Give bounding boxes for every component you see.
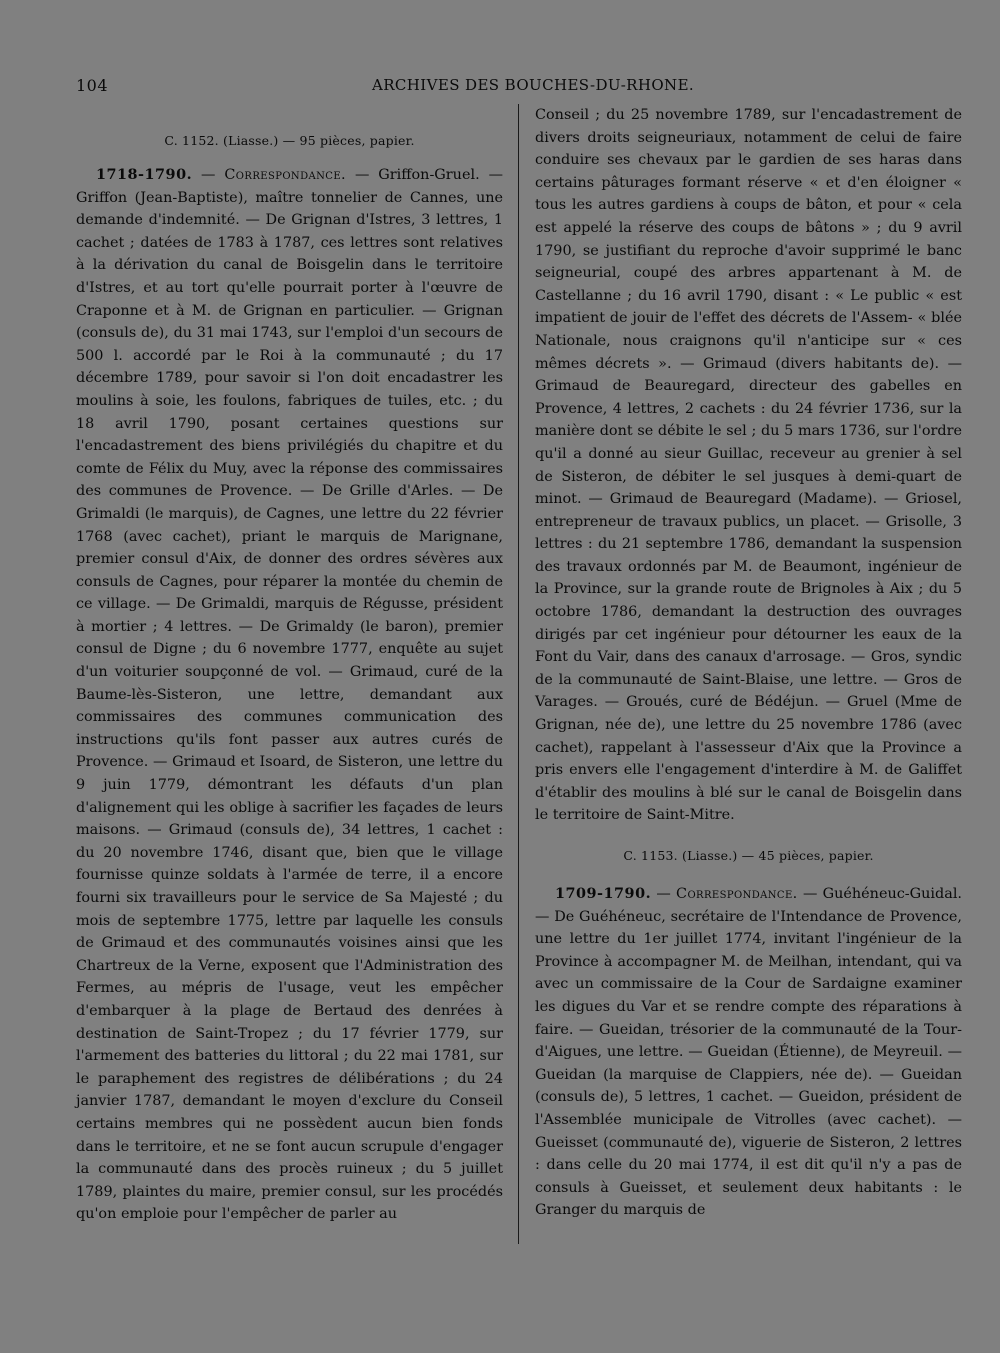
entry-body: 1709-1790. — Correspondance. — Guéhéneuc-Guidal. — De Guéhéneuc, secrétaire de l'Intendance de Provence, une lettre du 1er juillet 1774, invitant l'ingénieur de la Province à accompagner M. de Meilhan, intendant, qui va avec un commissaire de la Cour de Sardaigne examiner les digues du Var et se rendre compte des réparations à faire. — Gueidan, trésorier de la communauté de la Tour-d'Aigues, une lettre. — Gueidan (Étienne), de Meyreuil. — Gueidan (la marquise de Clappiers, née de). — Gueidan (consuls de), 5 lettres, 1 cachet. — Gueidon, président de l'Assemblée municipale de Vitrolles (avec cachet). — Gueisset (communauté de), viguerie de Sisteron, 2 lettres : dans celle du 20 mai 1774, il est dit qu'il n'y a pas de consuls à Gueisset, et seulement deux habitants : le Granger du marquis de bbox=[535, 885, 962, 1219]
entry-dates: 1718-1790. bbox=[96, 166, 193, 183]
entry-dates: 1709-1790. bbox=[555, 885, 652, 902]
running-head: ARCHIVES DES BOUCHES-DU-RHONE. bbox=[372, 76, 695, 94]
page-number: 104 bbox=[76, 76, 109, 95]
entry-body: 1718-1790. — Correspondance. — Griffon-Gruel. — Griffon (Jean-Baptiste), maître tonnelier de Cannes, une demande d'indemnité. — De Grignan d'Istres, 3 lettres, 1 cachet ; datées de 1783 à 1787, ces lettres sont relatives à la dérivation du canal de Boisgelin dans le territoire d'Istres, et au tort qu'elle pourrait porter à l'œuvre de Craponne et à M. de Grignan en particulier. — Grignan (consuls de), du 31 mai 1743, sur l'emploi d'un secours de 500 l. accordé par le Roi à la communauté ; du 17 décembre 1789, pour savoir si l'on doit encadastrer les moulins à soie, les foulons, fabriques de tuiles, etc. ; du 18 avril 1790, posant certaines questions sur l'encadastrement des biens privilégiés du chapitre et du comte de Félix du Muy, avec la réponse des commissaires des communes de Provence. — De Grille d'Arles. — De Grimaldi (le marquis), de Cagnes, une lettre du 22 février 1768 (avec cachet), priant le marquis de Marignane, premier consul d'Aix, de donner des ordres sévères aux consuls de Cagnes, pour réparer la montée du chemin de ce village. — De Grimaldi, marquis de Régusse, président à mortier ; 4 lettres. — De Grimaldy (le baron), premier consul de Digne ; du 6 novembre 1777, enquête au sujet d'un voiturier soupçonné de vol. — Grimaud, curé de la Baume-lès-Sisteron, une lettre, demandant aux commissaires des communes communication des instructions qu'ils font passer aux autres curés de Provence. — Grimaud et Isoard, de Sisteron, une lettre du 9 juin 1779, démontrant les défauts d'un plan d'alignement qui les oblige à sacrifier les façades de leurs maisons. — Grimaud (consuls de), 34 lettres, 1 cachet : du 20 novembre 1746, disant que, bien que le village fournisse quinze soldats à l'armée de terre, il a encore fourni six travailleurs pour le service de Sa Majesté ; du mois de septembre 1775, lettre par laquelle les consuls de Grimaud et des communautés voisines ainsi que les Chartreux de la Verne, exposent que l'Administration des Fermes, au mépris de l'usage, veut les empêcher d'embarquer à la plage de Bertaud des denrées à destination de Saint-Tropez ; du 17 février 1779, sur l'armement des batteries du littoral ; du 22 mai 1781, sur le paraphement des registres de délibérations ; du 24 janvier 1787, demandant le moyen d'exclure du Conseil certains membres qui ne possèdent aucun bien fonds dans le territoire, et ne se font aucun scrupule d'engager la communauté dans des procès ruineux ; du 5 juillet 1789, plaintes du maire, premier consul, sur les procédés qu'on emploie pour l'empêcher de parler au bbox=[76, 166, 503, 1223]
column-divider bbox=[518, 104, 519, 1244]
entry-text: — Griffon-Gruel. — Griffon (Jean-Baptiste), maître tonnelier de Cannes, une demande d'indemnité. — De Grignan d'Istres, 3 lettres, 1 cachet ; datées de 1783 à 1787, ces lettres sont relatives à la dérivation du canal de Boisgelin dans le territoire d'Istres, et au tort qu'elle pourrait porter à l'œuvre de Craponne et à M. de Grignan en particulier. — Grignan (consuls de), du 31 mai 1743, sur l'emploi d'un secours de 500 l. accordé par le Roi à la communauté ; du 17 décembre 1789, pour savoir si l'on doit encadastrer les moulins à soie, les foulons, fabriques de tuiles, etc. ; du 18 avril 1790, posant certaines questions sur l'encadastrement des biens privilégiés du chapitre et du comte de Félix du Muy, avec la réponse des commissaires des communes de Provence. — De Grille d'Arles. — De Grimaldi (le marquis), de Cagnes, une lettre du 22 février 1768 (avec cachet), priant le marquis de Marignane, premier consul d'Aix, de donner des ordres sévères aux consuls de Cagnes, pour réparer la montée du chemin de ce village. — De Grimaldi, marquis de Régusse, président à mortier ; 4 lettres. — De Grimaldy (le baron), premier consul de Digne ; du 6 novembre 1777, enquête au sujet d'un voiturier soupçonné de vol. — Grimaud, curé de la Baume-lès-Sisteron, une lettre, demandant aux commissaires des communes communication des instructions qu'ils font passer aux autres curés de Provence. — Grimaud et Isoard, de Sisteron, une lettre du 9 juin 1779, démontrant les défauts d'un plan d'alignement qui les oblige à sacrifier les façades de leurs maisons. — Grimaud (consuls de), 34 lettres, 1 cachet : du 20 novembre 1746, disant que, bien que le village fournisse quinze soldats à l'armée de terre, il a encore fourni six travailleurs pour le service de Sa Majesté ; du mois de septembre 1775, lettre par laquelle les consuls de Grimaud et des communautés voisines ainsi que les Chartreux de la Verne, exposent que l'Administration des Fermes, au mépris de l'usage, veut les empêcher d'embarquer à la plage de Bertaud des denrées à destination de Saint-Tropez ; du 17 février 1779, sur l'armement des batteries du littoral ; du 22 mai 1781, sur le paraphement des registres de délibérations ; du 24 janvier 1787, demandant le moyen d'exclure du Conseil certains membres qui ne possèdent aucun bien fonds dans le territoire, et ne se font aucun scrupule d'engager la communauté dans des procès ruineux ; du 5 juillet 1789, plaintes du maire, premier consul, sur les procédés qu'on emploie pour l'empêcher de parler au bbox=[76, 167, 503, 1223]
right-column bbox=[535, 104, 962, 1222]
entry-heading: Correspondance. bbox=[224, 167, 347, 183]
entry-heading: Correspondance. bbox=[676, 886, 798, 902]
entry-text: — Guéhéneuc-Guidal. — De Guéhéneuc, secrétaire de l'Intendance de Provence, une lettre du 1er juillet 1774, invitant l'ingénieur de la Province à accompagner M. de Meilhan, intendant, qui va avec un commissaire de la Cour de Sardaigne examiner les digues du Var et se rendre compte des réparations à faire. — Gueidan, trésorier de la communauté de la Tour-d'Aigues, une lettre. — Gueidan (Étienne), de Meyreuil. — Gueidan (la marquise de Clappiers, née de). — Gueidan (consuls de), 5 lettres, 1 cachet. — Gueidon, président de l'Assemblée municipale de Vitrolles (avec cachet). — Gueisset (communauté de), viguerie de Sisteron, 2 lettres : dans celle du 20 mai 1774, il est dit qu'il n'y a pas de consuls à Gueisset, et seulement deux habitants : le Granger du marquis de bbox=[535, 886, 962, 1219]
entry-reference: C. 1152. (Liasse.) — 95 pièces, papier. bbox=[164, 133, 415, 148]
entry-reference: C. 1153. (Liasse.) — 45 pièces, papier. bbox=[623, 848, 874, 863]
left-column bbox=[76, 104, 503, 1226]
continuation-text: Conseil ; du 25 novembre 1789, sur l'encadastrement de divers droits seigneuriaux, notamment de celui de faire conduire ses chevaux par le gardien de ses haras dans certains pâturages formant réserve « et d'en éloigner « tous les autres gardiens à coups de bâton, et pour « cela est appelé la réserve des coups de bâtons » ; du 9 avril 1790, se justifiant du reproche d'avoir supprimé le banc seigneurial, coupé des arbres appartenant à M. de Castellanne ; du 16 avril 1790, disant : « Le public « est impatient de jouir de l'effet des décrets de l'Assem- « blée Nationale, nous craignons qu'il n'anticipe sur « ces mêmes décrets ». — Grimaud (divers habitants de). — Grimaud de Beauregard, directeur des gabelles en Provence, 4 lettres, 2 cachets : du 24 février 1736, sur la manière dont se débite le sel ; du 5 mars 1736, sur l'ordre qu'il a donné au sieur Guillac, receveur au grenier à sel de Sisteron, de débiter le sel jusques à demi-quart de minot. — Grimaud de Beauregard (Madame). — Griosel, entrepreneur de travaux publics, un placet. — Grisolle, 3 lettres : du 21 septembre 1786, demandant la suspension des travaux ordonnés par M. de Beaumont, ingénieur de la Province, sur la grande route de Brignoles à Aix ; du 5 octobre 1786, demandant la destruction des ouvrages dirigés par cet ingénieur pour détourner les eaux de la Font du Vair, dans des canaux d'arrosage. — Gros, syndic de la communauté de Saint-Blaise, une lettre. — Gros de Varages. — Groués, curé de Bédéjun. — Gruel (Mme de Grignan, née de), une lettre du 25 novembre 1786 (avec cachet), rappelant à l'assesseur d'Aix que la Province a pris envers elle l'engagement d'interdire à M. de Galiffet d'établir des moulins à blé sur le canal de Boisgelin dans le territoire de Saint-Mitre. bbox=[535, 107, 962, 824]
